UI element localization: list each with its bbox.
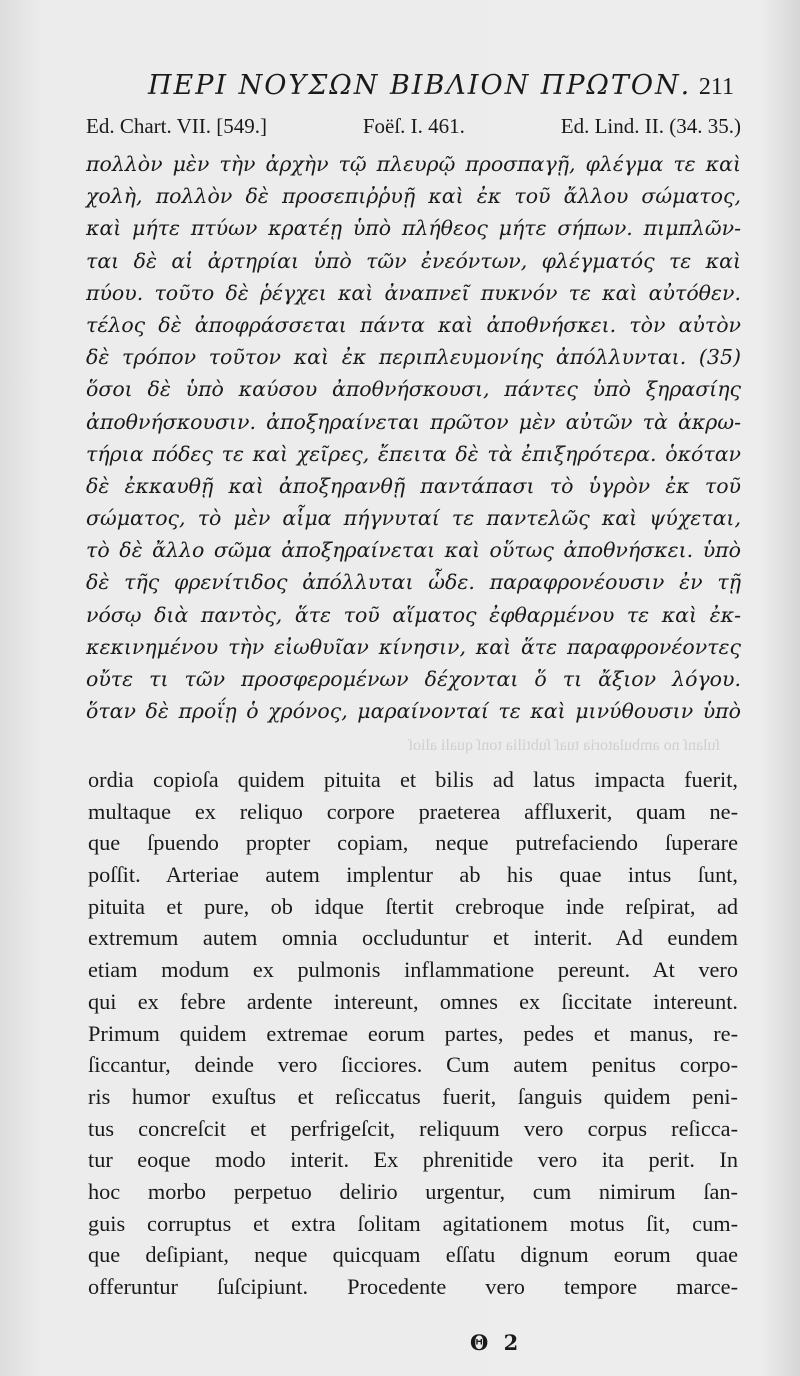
latin-line: guis corruptus et extra ſolitam agitationem motus ſit, cum- bbox=[88, 1210, 738, 1236]
bleed-through-text: ſulanſ no ambulatoria tuaſ ſubtilia tonſ quali alioſ bbox=[408, 737, 720, 754]
greek-line: ἀποθνήσκουσιν. ἀποξηραίνεται πρῶτον μὲν αὐτῶν τὰ ἀκρω- bbox=[86, 409, 741, 434]
greek-line: κεκινημένου τὴν εἰωθυῖαν κίνησιν, καὶ ἅτε παραφρονέοντες bbox=[86, 634, 741, 659]
latin-line: Primum quidem extremae eorum partes, pedes et manus, re- bbox=[88, 1020, 738, 1046]
greek-line: οὔτε τι τῶν προσφερομένων δέχονται ὅ τι ἄξιον λόγου. bbox=[86, 667, 741, 691]
greek-line: ται δὲ αἱ ἀρτηρίαι ὑπὸ τῶν ἐνεόντων, φλέγματός τε καὶ bbox=[86, 248, 741, 273]
edition-references bbox=[86, 114, 741, 139]
latin-line: qui ex febre ardente intereunt, omnes ex ſiccitate intereunt. bbox=[88, 988, 738, 1014]
latin-line: tur eoque modo interit. Ex phrenitide vero ita perit. In bbox=[88, 1147, 738, 1173]
edition-chart: Ed. Chart. VII. [549.] bbox=[86, 114, 267, 138]
page-number: 211 bbox=[698, 74, 734, 100]
latin-line: que deſipiant, neque quicquam eſſatu dignum eorum quae bbox=[88, 1242, 738, 1268]
latin-line: pituita et pure, ob idque ſtertit crebroque inde reſpirat, ad bbox=[88, 893, 738, 919]
latin-line: offeruntur ſuſcipiunt. Procedente vero tempore marce- bbox=[88, 1274, 738, 1299]
greek-text bbox=[86, 148, 741, 727]
latin-line: que ſpuendo propter copiam, neque putrefaciendo ſuperare bbox=[88, 830, 738, 856]
latin-line: ordia copioſa quidem pituita et bilis ad latus impacta fuerit, bbox=[88, 767, 738, 792]
greek-line: καὶ μήτε πτύων κρατέῃ ὑπὸ πλήθεος μήτε σήπων. πιμπλῶν- bbox=[86, 216, 741, 241]
header-title: ΠΕΡΙ ΝΟΥΣΩΝ ΒΙΒΛΙΟΝ ΠΡΩΤΟΝ. bbox=[148, 70, 692, 101]
latin-line: multaque ex reliquo corpore praeterea affluxerit, quam ne- bbox=[88, 798, 738, 824]
latin-translation bbox=[88, 764, 738, 1303]
running-header bbox=[100, 64, 740, 104]
edition-foes: Foëſ. I. 461. bbox=[362, 114, 465, 138]
greek-line: ὅσοι δὲ ὑπὸ καύσου ἀποθνήσκουσι, πάντες ὑπὸ ξηρασίης bbox=[86, 377, 741, 402]
latin-line: etiam modum ex pulmonis inflammatione pereunt. At vero bbox=[88, 957, 738, 983]
latin-line: poſſit. Arteriae autem implentur ab his quae intus ſunt, bbox=[88, 862, 738, 888]
latin-line: tus concreſcit et perfrigeſcit, reliquum vero corpus reſicca- bbox=[88, 1115, 738, 1141]
greek-line: τὸ δὲ ἄλλο σῶμα ἀποξηραίνεται καὶ οὕτως ἀποθνήσκει. ὑπὸ bbox=[86, 538, 741, 563]
latin-line: ſiccantur, deinde vero ſicciores. Cum autem penitus corpo- bbox=[88, 1052, 738, 1078]
greek-line: τήρια πόδες τε καὶ χεῖρες, ἔπειτα δὲ τὰ ἐπιξηρότερα. ὁκόταν bbox=[86, 441, 741, 466]
greek-line: πολλὸν μὲν τὴν ἀρχὴν τῷ πλευρῷ προσπαγῇ, φλέγμα τε καὶ bbox=[86, 152, 741, 176]
greek-line: δὲ τῆς φρενίτιδος ἀπόλλυται ὧδε. παραφρονέουσιν ἐν τῇ bbox=[86, 570, 741, 595]
latin-line: ris humor exuſtus et reſiccatus fuerit, ſanguis quidem peni- bbox=[88, 1083, 738, 1109]
latin-line: hoc morbo perpetuo delirio urgentur, cum nimirum ſan- bbox=[88, 1178, 738, 1204]
edition-lind: Ed. Lind. II. (34. 35.) bbox=[560, 114, 741, 138]
greek-line: σώματος, τὸ μὲν αἷμα πήγνυταί τε παντελῶς καὶ ψύχεται, bbox=[86, 506, 741, 531]
greek-line: πύου. τοῦτο δὲ ῥέγχει καὶ ἀναπνεῖ πυκνόν τε καὶ αὐτόθεν. bbox=[86, 280, 741, 305]
greek-line: νόσῳ διὰ παντὸς, ἅτε τοῦ αἵματος ἐφθαρμένου τε καὶ ἐκ- bbox=[86, 602, 741, 627]
signature-mark: Θ 2 bbox=[470, 1330, 523, 1355]
greek-line: δὲ τρόπον τοῦτον καὶ ἐκ περιπλευμονίης ἀπόλλυνται. (35) bbox=[86, 345, 741, 370]
greek-line: δὲ ἐκκαυθῇ καὶ ἀποξηρανθῇ παντάπασι τὸ ὑγρὸν ἐκ τοῦ bbox=[86, 473, 741, 498]
greek-line: χολὴ, πολλὸν δὲ προσεπιῤῥυῇ καὶ ἐκ τοῦ ἄλλου σώματος, bbox=[86, 184, 741, 209]
latin-line: extremum autem omnia occluduntur et interit. Ad eundem bbox=[88, 925, 738, 951]
greek-line: ὅταν δὲ προΐῃ ὁ χρόνος, μαραίνονταί τε καὶ μινύθουσιν ὑπὸ bbox=[86, 699, 741, 724]
greek-line: τέλος δὲ ἀποφράσσεται πάντα καὶ ἀποθνήσκει. τὸν αὐτὸν bbox=[86, 312, 741, 337]
